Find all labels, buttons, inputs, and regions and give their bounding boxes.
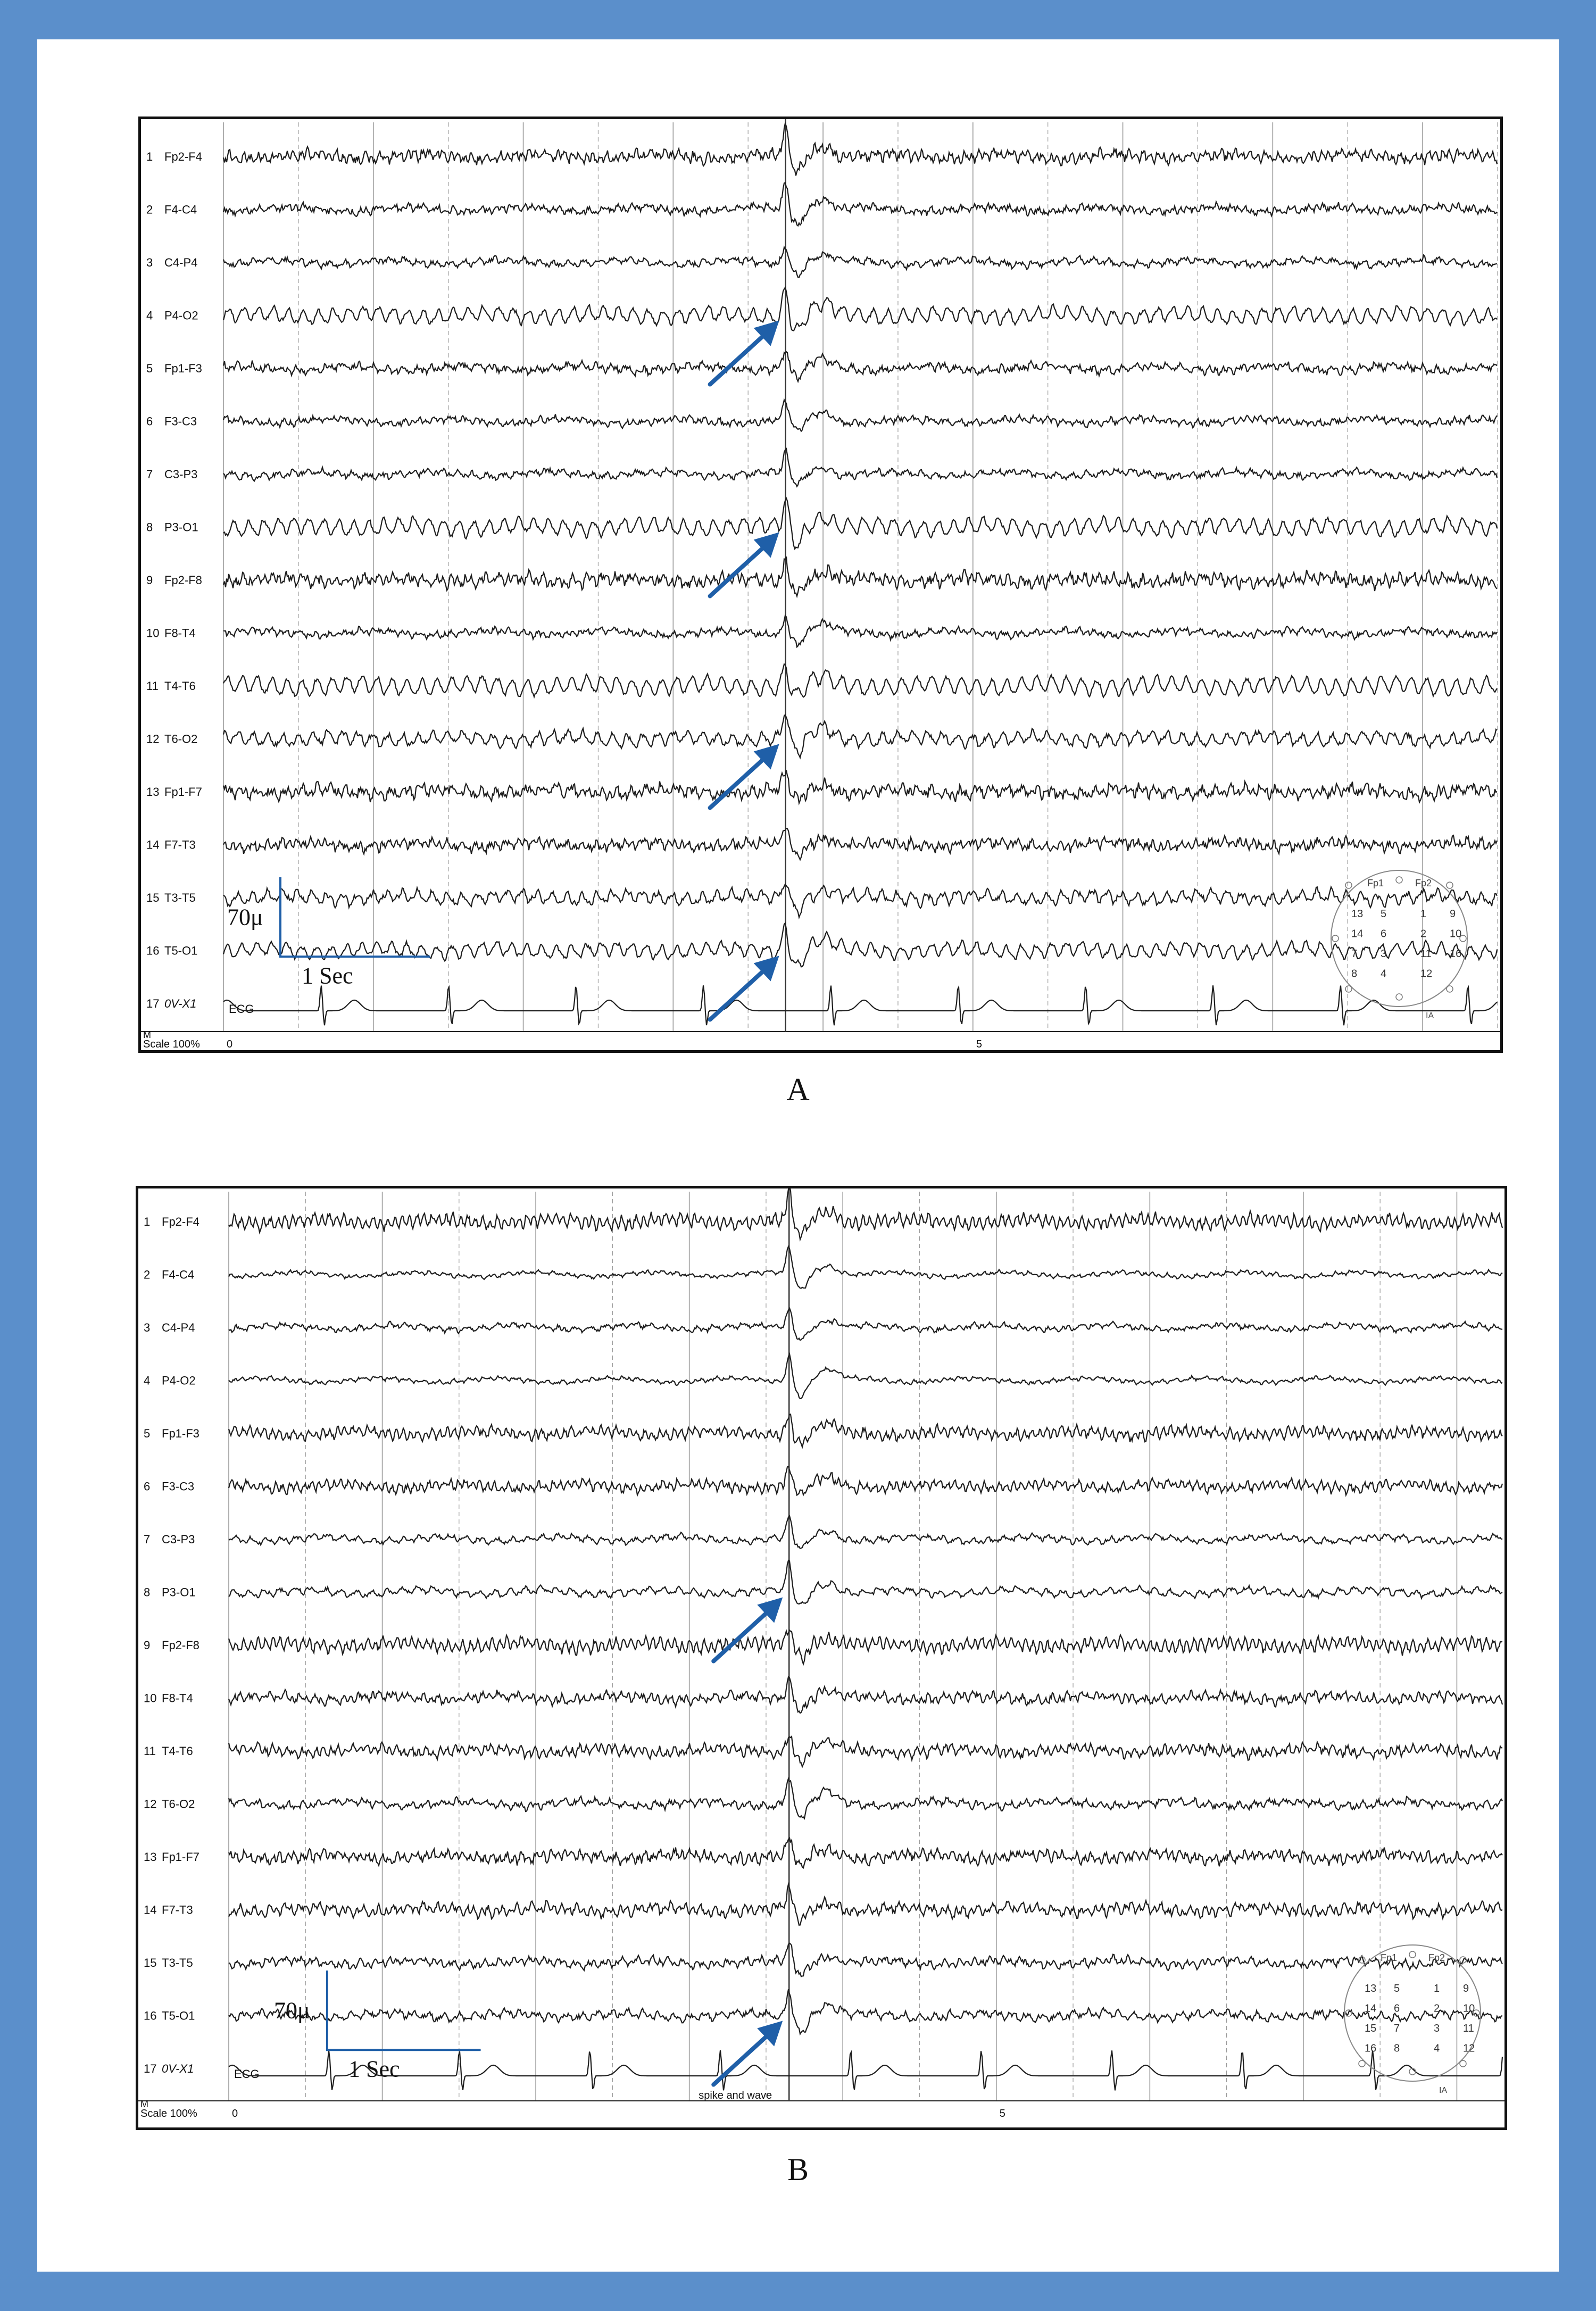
ecg-label: ECG (234, 2067, 260, 2081)
channel-label: F3-C3 (164, 414, 197, 428)
channel-number: 4 (144, 1374, 151, 1387)
electrode-dot (1460, 2060, 1466, 2067)
channel-number: 6 (146, 414, 153, 428)
eeg-trace (223, 770, 1497, 803)
channel-number: 2 (146, 203, 153, 217)
montage-number: 5 (1381, 908, 1387, 920)
channel-number: 3 (144, 1321, 151, 1334)
montage-number: 8 (1351, 968, 1358, 980)
channel-label: T5-O1 (162, 2009, 195, 2023)
montage-number: 10 (1463, 2002, 1475, 2015)
eeg-trace (229, 1414, 1502, 1447)
ecg-trace (223, 985, 1497, 1025)
channel-label: C3-P3 (164, 468, 198, 481)
montage-number: 12 (1463, 2042, 1475, 2055)
arrow-shaft (713, 1607, 773, 1661)
montage-number: 2 (1420, 928, 1427, 940)
electrode-dot (1409, 1951, 1416, 1958)
figure-sheet (37, 39, 1559, 2272)
eeg-trace (229, 1516, 1502, 1549)
electrode-dot (1396, 994, 1402, 1000)
eeg-trace (223, 616, 1497, 647)
eeg-trace (229, 1188, 1502, 1240)
montage-number: 3 (1381, 948, 1387, 960)
montage-label: Fp2 (1415, 878, 1432, 888)
channel-label: F7-T3 (164, 838, 196, 852)
eeg-trace (223, 884, 1497, 918)
channel-label: Fp2-F8 (164, 573, 202, 587)
eeg-trace (223, 828, 1497, 860)
eeg-trace (223, 923, 1497, 967)
channel-number: 5 (146, 362, 153, 375)
eeg-trace (223, 449, 1497, 487)
channel-number: 9 (144, 1639, 151, 1652)
channel-number: 5 (144, 1427, 151, 1440)
channel-label: T3-T5 (164, 891, 196, 904)
montage-number: 4 (1434, 2042, 1440, 2055)
montage-label: IA (1439, 2086, 1448, 2095)
montage-label: Fp1 (1367, 878, 1384, 888)
montage-label: Fp2 (1428, 1952, 1445, 1963)
eeg-trace-chart-a (141, 119, 1500, 1050)
montage-number: 6 (1394, 2002, 1400, 2015)
eeg-trace (223, 400, 1497, 431)
eeg-trace (229, 1884, 1502, 1925)
eeg-trace (229, 1354, 1502, 1399)
scale-label: Scale 100% (140, 2108, 197, 2119)
channel-label: Fp1-F7 (162, 1850, 200, 1864)
montage-number: 6 (1381, 928, 1387, 940)
eeg-trace (223, 123, 1497, 176)
channel-label: T4-T6 (162, 1744, 193, 1758)
channel-label: T6-O2 (164, 732, 198, 746)
channel-number: 13 (146, 785, 160, 799)
channel-label: 0V-X1 (164, 997, 197, 1010)
channel-number: 11 (146, 679, 159, 693)
eeg-trace (229, 1246, 1502, 1288)
montage-number: 9 (1450, 908, 1456, 920)
channel-number: 7 (144, 1533, 151, 1546)
eeg-panel-a (138, 117, 1503, 1053)
channel-number: 17 (146, 997, 160, 1010)
eeg-trace (229, 1467, 1502, 1495)
channel-number: 4 (146, 309, 153, 322)
channel-number: 14 (144, 1903, 157, 1917)
eeg-trace (229, 1778, 1502, 1818)
time-tick-label: 0 (227, 1038, 233, 1050)
montage-number: 11 (1420, 948, 1432, 960)
channel-label: C4-P4 (162, 1321, 195, 1334)
arrow-shaft (710, 542, 770, 596)
channel-label: 0V-X1 (162, 2062, 194, 2075)
channel-label: Fp1-F3 (162, 1427, 200, 1440)
channel-label: P4-O2 (162, 1374, 196, 1387)
channel-number: 17 (144, 2062, 157, 2075)
arrow-shaft (710, 754, 770, 808)
channel-label: Fp2-F8 (162, 1639, 200, 1652)
montage-number: 2 (1434, 2002, 1440, 2015)
montage-number: 13 (1351, 908, 1364, 920)
eeg-trace (229, 1630, 1502, 1664)
channel-number: 12 (144, 1797, 157, 1811)
calibration-amplitude: 70μ (227, 904, 263, 930)
eeg-trace (229, 1736, 1502, 1767)
eeg-trace (229, 1677, 1502, 1713)
channel-label: C4-P4 (164, 256, 198, 269)
channel-number: 15 (146, 891, 160, 904)
eeg-trace (229, 1560, 1502, 1604)
channel-label: F8-T4 (164, 626, 196, 640)
montage-number: 7 (1351, 948, 1358, 960)
channel-label: C3-P3 (162, 1533, 195, 1546)
eeg-trace (229, 1838, 1502, 1868)
montage-number: 3 (1434, 2023, 1440, 2034)
electrode-dot (1345, 986, 1352, 992)
montage-number: 15 (1365, 2023, 1377, 2034)
marker-label: M (143, 1029, 151, 1040)
calibration-time: 1 Sec (348, 2056, 400, 2082)
channel-label: Fp2-F4 (164, 150, 202, 163)
panel-caption-a: A (786, 1072, 810, 1107)
channel-number: 7 (146, 468, 153, 481)
calibration-time: 1 Sec (302, 962, 353, 989)
montage-number: 10 (1450, 928, 1462, 940)
channel-label: T4-T6 (164, 679, 196, 693)
electrode-dot (1396, 877, 1402, 883)
channel-number: 3 (146, 256, 153, 269)
channel-number: 16 (146, 944, 160, 958)
eeg-trace (229, 1308, 1502, 1340)
marker-label: M (140, 2099, 148, 2109)
channel-number: 11 (144, 1744, 156, 1758)
channel-label: T6-O2 (162, 1797, 195, 1811)
montage-number: 8 (1394, 2042, 1400, 2055)
eeg-trace-chart-b (138, 1188, 1504, 2127)
eeg-trace (223, 664, 1497, 697)
eeg-trace (223, 247, 1497, 278)
channel-label: F4-C4 (164, 203, 197, 217)
eeg-trace (223, 182, 1497, 226)
scale-label: Scale 100% (143, 1038, 200, 1050)
channel-label: P3-O1 (164, 520, 198, 534)
channel-number: 14 (146, 838, 160, 852)
eeg-trace (223, 556, 1497, 596)
channel-label: Fp2-F4 (162, 1215, 200, 1228)
channel-number: 2 (144, 1268, 151, 1282)
channel-label: T3-T5 (162, 1956, 193, 1969)
channel-number: 10 (146, 626, 160, 640)
time-tick-label: 0 (232, 2108, 238, 2119)
montage-number: 1 (1434, 1983, 1440, 1994)
montage-number: 7 (1394, 2023, 1400, 2034)
electrode-dot (1332, 935, 1339, 942)
channel-label: Fp1-F7 (164, 785, 202, 799)
channel-number: 15 (144, 1956, 157, 1969)
arrow-shaft (713, 2031, 773, 2085)
electrode-dot (1447, 882, 1453, 888)
montage-number: 16 (1450, 948, 1462, 960)
channel-number: 16 (144, 2009, 157, 2023)
channel-label: F7-T3 (162, 1903, 193, 1917)
eeg-trace (229, 1943, 1502, 1977)
montage-number: 9 (1463, 1983, 1469, 1994)
time-tick-label: 5 (976, 1038, 982, 1050)
panel-caption-b: B (787, 2152, 809, 2187)
montage-label: Fp1 (1381, 1952, 1398, 1963)
montage-number: 13 (1365, 1983, 1377, 1994)
montage-number: 12 (1420, 968, 1433, 980)
channel-number: 12 (146, 732, 160, 746)
arrow-shaft (710, 330, 770, 385)
montage-label: IA (1426, 1011, 1434, 1020)
electrode-dot (1345, 882, 1352, 888)
electrode-dot (1359, 2060, 1365, 2067)
channel-number: 8 (144, 1585, 151, 1599)
channel-number: 6 (144, 1479, 151, 1493)
ecg-label: ECG (229, 1002, 254, 1016)
montage-number: 5 (1394, 1983, 1400, 1994)
montage-number: 16 (1365, 2042, 1377, 2055)
eeg-trace (223, 352, 1497, 381)
channel-label: F3-C3 (162, 1479, 195, 1493)
montage-number: 1 (1420, 908, 1427, 920)
arrow-shaft (710, 966, 770, 1020)
calibration-bar (327, 1971, 481, 2050)
channel-label: Fp1-F3 (164, 362, 202, 375)
eeg-trace (223, 287, 1497, 330)
event-label: spike and wave (699, 2090, 772, 2101)
channel-number: 1 (144, 1215, 151, 1228)
channel-number: 10 (144, 1691, 157, 1705)
channel-number: 8 (146, 520, 153, 534)
channel-label: P3-O1 (162, 1585, 196, 1599)
calibration-amplitude: 70μ (274, 1997, 310, 2024)
channel-label: T5-O1 (164, 944, 198, 958)
montage-number: 14 (1365, 2002, 1377, 2015)
eeg-trace (223, 714, 1497, 758)
channel-number: 13 (144, 1850, 157, 1864)
channel-label: F4-C4 (162, 1268, 195, 1282)
time-tick-label: 5 (999, 2108, 1005, 2119)
eeg-trace (229, 1989, 1502, 2034)
montage-number: 11 (1463, 2023, 1474, 2034)
eeg-panel-b (136, 1186, 1507, 2130)
channel-label: F8-T4 (162, 1691, 193, 1705)
channel-number: 9 (146, 573, 153, 587)
montage-number: 14 (1351, 928, 1364, 940)
channel-label: P4-O2 (164, 309, 198, 322)
eeg-trace (223, 498, 1497, 548)
montage-number: 4 (1381, 968, 1387, 980)
ecg-trace (229, 2050, 1502, 2090)
channel-number: 1 (146, 150, 153, 163)
electrode-dot (1447, 986, 1453, 992)
